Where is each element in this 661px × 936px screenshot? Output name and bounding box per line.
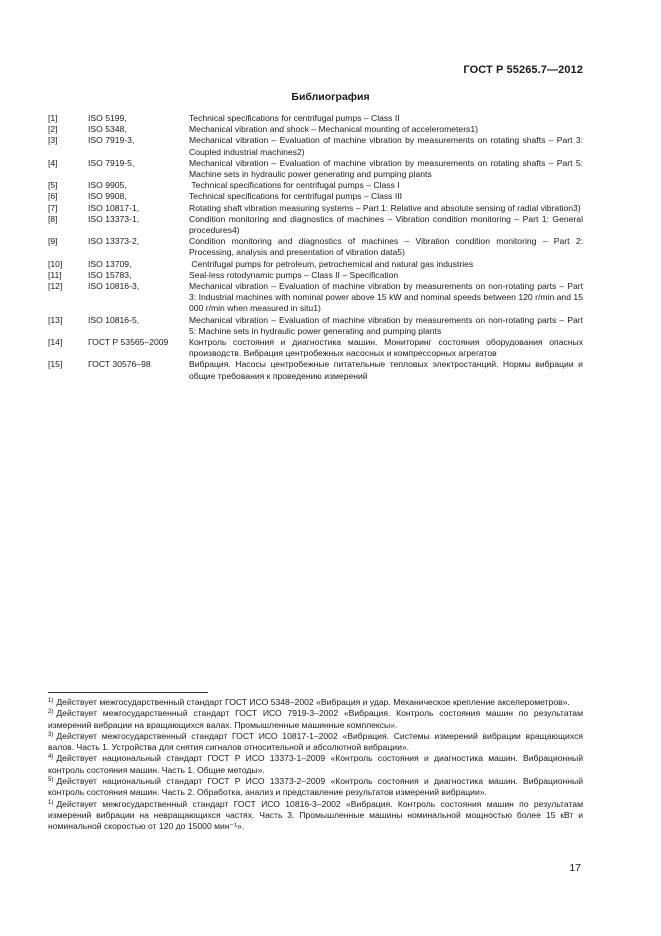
entry-title: Mechanical vibration – Evaluation of machine vibration by measurements on non-rotating parts – Part 5: Machine sets in hydraulic power generating and pumping plants [189, 314, 583, 336]
bibliography-entry [48, 203, 583, 214]
bibliography-entry [48, 191, 583, 202]
bibliography-entry [48, 180, 583, 191]
footnote [48, 697, 583, 708]
entry-title: Mechanical vibration – Evaluation of machine vibration by measurements on rotating shafts – Part 5: Machine sets in hydraulic power generating and pumping plants [189, 157, 583, 180]
entry-number: [5] [48, 180, 58, 191]
footnote-text: Действует межгосударственный стандарт ГОСТ ИСО 10817-1–2002 «Вибрация. Системы измерений вибрации вращающихся валов. Часть 1. Устройства для снятия сигналов относительной и абсолютной вибрации». [48, 730, 583, 753]
entry-code: ISO 13373-1, [88, 213, 140, 224]
entry-code: ISO 5199, [88, 113, 127, 123]
entry-code: ISO 10817-1, [88, 202, 140, 213]
entry-code: ГОСТ 30576–98 [88, 359, 151, 370]
bibliography-list [48, 113, 583, 382]
entry-title: Seal-less rotodynamic pumps – Class II – Specification [189, 269, 399, 280]
entry-number: [10] [48, 258, 63, 269]
bibliography-entry [48, 259, 583, 270]
bibliography-entry [48, 124, 583, 135]
footnote-text: Действует национальный стандарт ГОСТ Р ИСО 13373-2–2009 «Контроль состояния и диагностика машин. Вибрационный контроль состояния машин. Часть 2. Обработка, анализ и представление результатов измерений вибрации». [48, 776, 583, 798]
entry-code: ISO 10816-5, [88, 314, 140, 325]
entry-title: Mechanical vibration – Evaluation of machine vibration by measurements on rotating shafts – Part 3: Coupled industrial machines2) [189, 135, 583, 157]
bibliography-entry [48, 337, 583, 359]
footnote-text: Действует межгосударственный стандарт ГОСТ ИСО 5348–2002 «Вибрация и удар. Механическое крепление акселерометров». [56, 697, 570, 707]
entry-title: Condition monitoring and diagnostics of machines – Vibration condition monitoring – Part 1: General procedures4) [189, 213, 583, 236]
entry-number: [14] [48, 337, 63, 348]
entry-number: [8] [48, 213, 58, 224]
entry-number: [6] [48, 191, 58, 202]
entry-number: [2] [48, 124, 58, 135]
entry-number: [1] [48, 113, 58, 123]
entry-code: ISO 9905, [88, 180, 127, 191]
bibliography-entry [48, 281, 583, 315]
entry-title: Mechanical vibration and shock – Mechanical mounting of accelerometers1) [189, 124, 478, 135]
entry-title: Контроль состояния и диагностика машин. Мониторинг состояния оборудования опасных производств. Вибрация центробежных насосных и компрессорных агрегатов [189, 337, 583, 359]
document-code: ГОСТ Р 55265.7—2012 [463, 64, 583, 76]
footnote-mark: 1) [48, 799, 54, 806]
bibliography-entry [48, 270, 583, 281]
footnote-text: Действует межгосударственный стандарт ГОСТ ИСО 7919-3–2002 «Вибрация. Контроль состояния машин по результатам измерений вибрации на вращающихся валах. Промышленные машинные комплексы». [48, 708, 583, 730]
entry-code: ISO 7919-5, [88, 157, 135, 168]
entry-number: [4] [48, 157, 58, 168]
entry-code: ISO 9908, [88, 191, 127, 202]
entry-title: Centrifugal pumps for petroleum, petrochemical and natural gas industries [189, 258, 474, 269]
footnote-text: Действует национальный стандарт ГОСТ Р ИСО 13373-1–2009 «Контроль состояния и диагностика машин. Вибрационный контроль состояния машин. Часть 1. Общие методы». [48, 753, 583, 775]
entry-number: [12] [48, 281, 63, 292]
entry-title: Mechanical vibration – Evaluation of machine vibration by measurements on non-rotating parts – Part 3: Industrial machines with nominal power above 15 kW and nominal speeds between 120 r/min and 15 000 r/min when measured in situ1) [189, 281, 583, 314]
entry-number: [3] [48, 135, 58, 146]
entry-title: Rotating shaft vibration measuring systems – Part 1: Relative and absolute sensing of radial vibration3) [189, 202, 581, 213]
entry-title: Technical specifications for centrifugal pumps – Class II [189, 113, 400, 123]
entry-code: ISO 10816-3, [88, 281, 140, 292]
footnotes [48, 697, 583, 833]
entry-code: ISO 15783, [88, 269, 132, 280]
entry-number: [11] [48, 269, 62, 280]
footnote-mark: 1) [48, 698, 54, 704]
bibliography-entry [48, 359, 583, 381]
entry-title: Technical specifications for centrifugal pumps – Class III [189, 191, 403, 202]
footnote-mark: 3) [48, 731, 54, 738]
footnote-mark: 5) [48, 777, 54, 784]
footnote [48, 776, 583, 799]
entry-number: [9] [48, 236, 58, 247]
page-number: 17 [569, 862, 581, 874]
footnote-mark: 4) [48, 754, 54, 761]
footnote [48, 731, 583, 754]
entry-title: Вибрация. Насосы центробежные питательные тепловых электростанций. Нормы вибрации и общие требования к проведению измерений [189, 359, 583, 381]
footnote-text: Действует межгосударственный стандарт ГОСТ ИСО 10816-3–2002 «Вибрация. Контроль состояния машин по результатам измерений вибрации на невращающихся частях. Часть 3. Промышленные машины номинальной мощностью более 15 кВт и номинальной скоростью от 120 до 15000 мин⁻¹». [48, 798, 583, 832]
bibliography-entry [48, 236, 583, 258]
footnote [48, 799, 583, 833]
bibliography-entry [48, 158, 583, 180]
entry-code: ISO 7919-3, [88, 135, 135, 146]
entry-code: ISO 5348, [88, 124, 127, 135]
footnote-mark: 2) [48, 709, 54, 716]
entry-number: [13] [48, 314, 63, 325]
entry-title: Condition monitoring and diagnostics of machines – Vibration condition monitoring – Part 2: Processing, analysis and presentation of vibration data5) [189, 236, 583, 258]
entry-code: ISO 13373-2, [88, 236, 140, 247]
footnote [48, 708, 583, 731]
footnote-separator [48, 692, 208, 693]
footnote [48, 753, 583, 776]
bibliography-entry [48, 135, 583, 157]
entry-code: ГОСТ Р 53565–2009 [88, 337, 169, 348]
page-title: Библиография [291, 91, 370, 103]
bibliography-entry [48, 113, 583, 124]
bibliography-entry [48, 214, 583, 236]
entry-number: [7] [48, 202, 58, 213]
entry-number: [15] [48, 359, 63, 370]
entry-title: Technical specifications for centrifugal pumps – Class I [189, 180, 400, 191]
entry-code: ISO 13709, [88, 258, 132, 269]
bibliography-entry [48, 315, 583, 337]
